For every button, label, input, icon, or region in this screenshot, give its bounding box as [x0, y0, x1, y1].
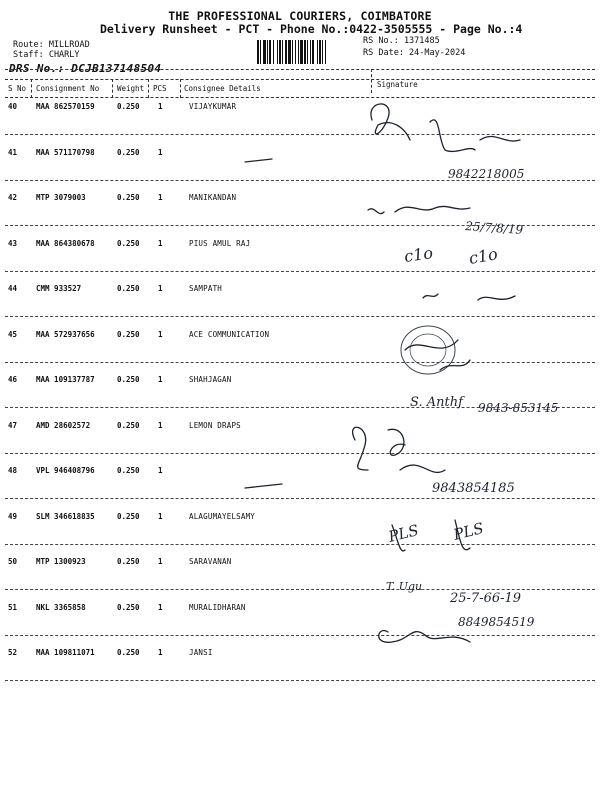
row-weight: 0.250 — [117, 193, 140, 202]
runsheet-title: Delivery Runsheet - PCT - Phone No.:0422-3505555 - Page No.:4 — [100, 22, 523, 36]
row-consignee: ALAGUMAYELSAMY — [189, 512, 256, 521]
row-consignee: SARAVANAN — [189, 557, 232, 566]
row-sno: 47 — [8, 421, 18, 430]
row-consignee: MURALIDHARAN — [189, 603, 246, 612]
row-consignee: SHAHJAGAN — [189, 375, 232, 384]
col-header-consignee: Consignee Details — [184, 84, 261, 93]
row-consignment-no: SLM 346618835 — [36, 512, 95, 521]
handwritten-phone-48: 9843854185 — [432, 481, 515, 496]
handwritten-pls-a: PLS — [386, 521, 421, 546]
col-header-consignment: Consignment No — [36, 84, 100, 93]
row-pcs: 1 — [158, 603, 163, 612]
row-weight: 0.250 — [117, 421, 140, 430]
row-sno: 48 — [8, 466, 18, 475]
row-pcs: 1 — [158, 148, 163, 157]
row-sno: 42 — [8, 193, 18, 202]
row-sno: 41 — [8, 148, 18, 157]
row-pcs: 1 — [158, 193, 163, 202]
handwritten-phone-a: 9842218005 — [448, 167, 525, 181]
row-consignment-no: MAA 864380678 — [36, 239, 95, 248]
row-consignment-no: MAA 571170798 — [36, 148, 95, 157]
row-weight: 0.250 — [117, 330, 140, 339]
row-consignee: ACE COMMUNICATION — [189, 330, 270, 339]
row-consignment-no: MAA 572937656 — [36, 330, 95, 339]
handwritten-c1o-b: c1o — [467, 244, 500, 268]
row-consignment-no: AMD 28602572 — [36, 421, 91, 430]
row-pcs: 1 — [158, 466, 163, 475]
row-sno: 51 — [8, 603, 18, 612]
row-pcs: 1 — [158, 375, 163, 384]
handwritten-date-50: 25-7-66-19 — [450, 591, 522, 606]
route-label: Route: MILLROAD — [13, 40, 90, 50]
row-sno: 52 — [8, 648, 18, 657]
row-consignment-no: MAA 109137787 — [36, 375, 95, 384]
rs-date: RS Date: 24-May-2024 — [363, 48, 466, 58]
row-weight: 0.250 — [117, 148, 140, 157]
row-consignee: SAMPATH — [189, 284, 223, 293]
row-pcs: 1 — [158, 102, 163, 111]
row-consignee: LEMON DRAPS — [189, 421, 241, 430]
row-consignee: JANSI — [189, 648, 213, 657]
row-weight: 0.250 — [117, 512, 140, 521]
handwritten-c1o-a: c1o — [402, 243, 435, 266]
row-consignment-no: MAA 862570159 — [36, 102, 95, 111]
company-title: THE PROFESSIONAL COURIERS, COIMBATORE — [168, 9, 432, 23]
col-header-signature: Signature — [377, 80, 418, 89]
signature-44 — [423, 294, 515, 300]
row-weight: 0.250 — [117, 557, 140, 566]
row-sno: 44 — [8, 284, 18, 293]
col-header-pcs: PCS — [153, 84, 167, 93]
row-consignment-no: CMM 933527 — [36, 284, 82, 293]
handwritten-pls-b: PLS — [451, 519, 486, 544]
col-header-sno: S No — [8, 84, 27, 93]
drs-number: DRS No.: DCJB137148504 — [9, 62, 162, 75]
row-weight: 0.250 — [117, 102, 140, 111]
row-consignee: VIJAYKUMAR — [189, 102, 237, 111]
row-sno: 43 — [8, 239, 18, 248]
handwritten-phone-46: 9843-853145 — [478, 401, 559, 415]
row-pcs: 1 — [158, 648, 163, 657]
rs-number: RS No.: 1371485 — [363, 36, 440, 46]
row-weight: 0.250 — [117, 375, 140, 384]
row-sno: 40 — [8, 102, 18, 111]
row-consignee: PIUS AMUL RAJ — [189, 239, 251, 248]
col-header-weight: Weight — [117, 84, 145, 93]
handwritten-sign-46: S. Anthf — [410, 395, 463, 410]
row-consignment-no: MTP 1300923 — [36, 557, 86, 566]
row-weight: 0.250 — [117, 648, 140, 657]
signature-48-dash — [245, 484, 282, 488]
handwritten-sign-50: T. Ugu — [386, 580, 423, 593]
signature-42 — [368, 206, 470, 213]
signature-40 — [371, 104, 520, 151]
row-sno: 50 — [8, 557, 18, 566]
handwritten-date-a: 25/7/8/19 — [464, 219, 524, 238]
signature-52 — [379, 631, 470, 643]
row-consignment-no: NKL 3365858 — [36, 603, 86, 612]
signature-47 — [353, 427, 445, 472]
row-pcs: 1 — [158, 284, 163, 293]
row-consignment-no: MTP 3079003 — [36, 193, 86, 202]
staff-label: Staff: CHARLY — [13, 50, 80, 60]
row-sno: 46 — [8, 375, 18, 384]
row-weight: 0.250 — [117, 239, 140, 248]
row-weight: 0.250 — [117, 284, 140, 293]
row-weight: 0.250 — [117, 466, 140, 475]
row-weight: 0.250 — [117, 603, 140, 612]
row-consignment-no: VPL 946408796 — [36, 466, 95, 475]
row-pcs: 1 — [158, 330, 163, 339]
row-sno: 49 — [8, 512, 18, 521]
signature-41-dash — [245, 159, 272, 162]
row-pcs: 1 — [158, 239, 163, 248]
row-pcs: 1 — [158, 557, 163, 566]
row-pcs: 1 — [158, 512, 163, 521]
handwritten-phone-51: 8849854519 — [458, 615, 535, 629]
row-consignment-no: MAA 109811071 — [36, 648, 95, 657]
row-consignee: MANIKANDAN — [189, 193, 237, 202]
row-sno: 45 — [8, 330, 18, 339]
row-pcs: 1 — [158, 421, 163, 430]
